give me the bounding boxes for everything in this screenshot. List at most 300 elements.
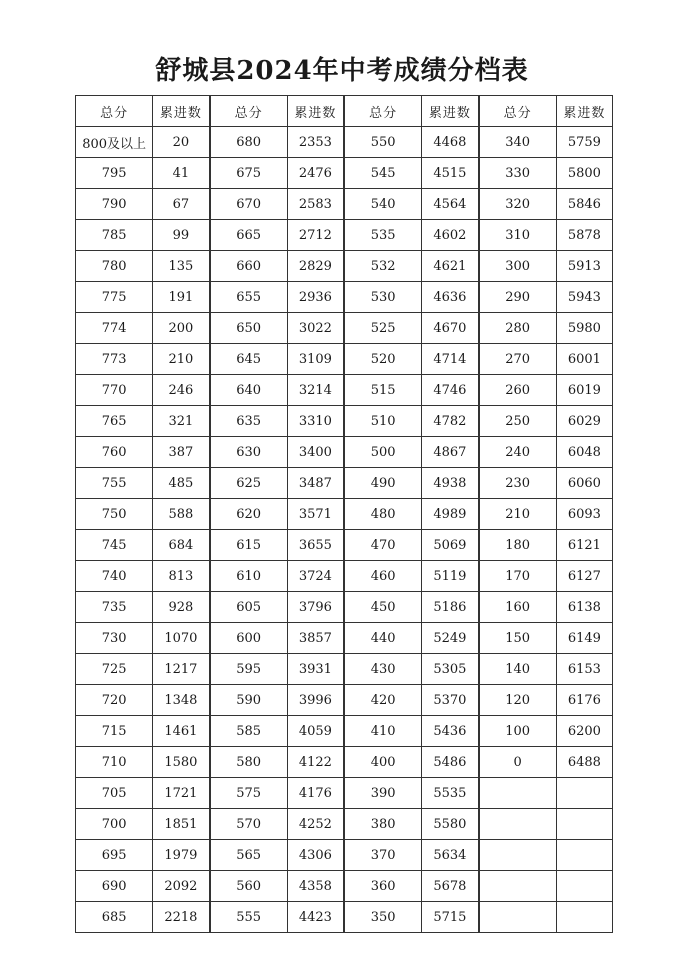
table-row [76,282,210,313]
table-row [345,158,479,189]
cumulative-cell [556,902,612,933]
score-cell: 530 [345,282,422,313]
score-cell: 240 [479,437,556,468]
score-cell: 545 [345,158,422,189]
cumulative-cell: 1851 [153,809,209,840]
table-row [479,685,613,716]
score-cell: 450 [345,592,422,623]
header-score: 总分 [76,96,153,127]
score-cell: 260 [479,375,556,406]
table-row [210,902,344,933]
cumulative-cell: 6029 [556,406,612,437]
score-cell: 655 [210,282,287,313]
cumulative-cell: 1580 [153,747,209,778]
score-cell: 755 [76,468,153,499]
score-cell: 600 [210,623,287,654]
score-cell: 750 [76,499,153,530]
table-row [345,406,479,437]
table-row [345,840,479,871]
score-cell: 785 [76,220,153,251]
score-cell: 615 [210,530,287,561]
cumulative-cell: 5486 [422,747,478,778]
cumulative-cell: 3487 [287,468,343,499]
cumulative-cell: 5186 [422,592,478,623]
table-row [345,623,479,654]
table-row [210,747,344,778]
cumulative-cell: 6149 [556,623,612,654]
table-row [345,561,479,592]
table-row [479,840,613,871]
table-row [76,220,210,251]
cumulative-cell: 6153 [556,654,612,685]
score-cell: 400 [345,747,422,778]
table-row [210,561,344,592]
score-cell: 560 [210,871,287,902]
table-row [76,561,210,592]
cumulative-cell: 2092 [153,871,209,902]
cumulative-cell: 1461 [153,716,209,747]
table-row [345,313,479,344]
cumulative-cell: 4867 [422,437,478,468]
cumulative-cell: 2353 [287,127,343,158]
score-cell: 520 [345,344,422,375]
score-cell: 745 [76,530,153,561]
table-row [479,747,613,778]
cumulative-cell: 5119 [422,561,478,592]
table-row [210,127,344,158]
table-row [210,499,344,530]
cumulative-cell: 5715 [422,902,478,933]
table-row [479,561,613,592]
table-block-2 [210,95,345,933]
cumulative-cell: 200 [153,313,209,344]
table-row [76,654,210,685]
score-cell: 550 [345,127,422,158]
score-cell: 765 [76,406,153,437]
table-row [210,437,344,468]
cumulative-cell: 4059 [287,716,343,747]
cumulative-cell: 6001 [556,344,612,375]
table-block-4 [479,95,614,933]
score-cell: 570 [210,809,287,840]
cumulative-cell: 5759 [556,127,612,158]
cumulative-cell: 67 [153,189,209,220]
cumulative-cell: 2712 [287,220,343,251]
score-cell: 280 [479,313,556,344]
score-cell: 760 [76,437,153,468]
page-title: 舒城县2024年中考成绩分档表 [155,56,529,86]
table-row [76,840,210,871]
table-row [345,592,479,623]
table-row [345,530,479,561]
table-row [210,840,344,871]
score-cell: 610 [210,561,287,592]
cumulative-cell: 6200 [556,716,612,747]
score-cell: 160 [479,592,556,623]
cumulative-cell [556,778,612,809]
table-row [76,809,210,840]
cumulative-cell: 3310 [287,406,343,437]
score-cell: 670 [210,189,287,220]
cumulative-cell: 588 [153,499,209,530]
score-cell: 645 [210,344,287,375]
score-cell: 800及以上 [76,127,153,158]
score-cell: 310 [479,220,556,251]
score-cell: 705 [76,778,153,809]
cumulative-cell [556,871,612,902]
cumulative-cell: 2829 [287,251,343,282]
cumulative-cell: 5305 [422,654,478,685]
table-row [76,189,210,220]
score-cell: 350 [345,902,422,933]
table-row [76,623,210,654]
cumulative-cell: 5980 [556,313,612,344]
score-cell: 360 [345,871,422,902]
table-block-3 [344,95,479,933]
table-row [479,623,613,654]
score-cell: 210 [479,499,556,530]
table-row [76,468,210,499]
table-row [76,375,210,406]
table-row [345,220,479,251]
cumulative-cell: 1217 [153,654,209,685]
table-row [76,685,210,716]
table-row [345,282,479,313]
table-row [76,406,210,437]
cumulative-cell: 1979 [153,840,209,871]
score-cell: 625 [210,468,287,499]
cumulative-cell: 4423 [287,902,343,933]
cumulative-cell: 4252 [287,809,343,840]
cumulative-cell: 3796 [287,592,343,623]
table-row [479,313,613,344]
score-cell: 540 [345,189,422,220]
table-row [76,313,210,344]
score-cell: 370 [345,840,422,871]
score-cell: 270 [479,344,556,375]
score-cell: 720 [76,685,153,716]
score-cell: 470 [345,530,422,561]
cumulative-cell: 5678 [422,871,478,902]
cumulative-cell: 99 [153,220,209,251]
table-header-row [210,96,344,127]
score-cell: 120 [479,685,556,716]
score-cell: 650 [210,313,287,344]
table-block-1 [75,95,210,933]
score-cell: 685 [76,902,153,933]
score-cell [479,871,556,902]
table-row [210,406,344,437]
score-cell: 725 [76,654,153,685]
cumulative-cell: 3571 [287,499,343,530]
cumulative-cell: 3022 [287,313,343,344]
table-row [345,685,479,716]
table-row [210,778,344,809]
score-cell: 460 [345,561,422,592]
cumulative-cell: 5634 [422,840,478,871]
table-row [210,189,344,220]
score-cell: 330 [479,158,556,189]
table-row [76,592,210,623]
cumulative-cell: 5436 [422,716,478,747]
score-cell: 773 [76,344,153,375]
cumulative-cell: 3400 [287,437,343,468]
table-header-row [345,96,479,127]
cumulative-cell: 485 [153,468,209,499]
table-row [210,220,344,251]
cumulative-cell: 684 [153,530,209,561]
score-cell: 770 [76,375,153,406]
table-row [76,871,210,902]
score-cell: 575 [210,778,287,809]
header-score: 总分 [479,96,556,127]
score-cell: 420 [345,685,422,716]
table-row [76,902,210,933]
cumulative-cell: 4670 [422,313,478,344]
table-row [345,437,479,468]
table-row [479,344,613,375]
score-cell: 430 [345,654,422,685]
table-row [76,747,210,778]
cumulative-cell: 4468 [422,127,478,158]
score-cell: 790 [76,189,153,220]
score-cell: 565 [210,840,287,871]
cumulative-cell: 4782 [422,406,478,437]
score-cell: 680 [210,127,287,158]
cumulative-cell: 3655 [287,530,343,561]
cumulative-cell: 191 [153,282,209,313]
table-row [76,437,210,468]
score-cell: 532 [345,251,422,282]
table-row [76,778,210,809]
table-row [210,251,344,282]
cumulative-cell: 4938 [422,468,478,499]
cumulative-cell: 2936 [287,282,343,313]
cumulative-cell: 4515 [422,158,478,189]
score-cell: 675 [210,158,287,189]
cumulative-cell: 3214 [287,375,343,406]
table-row [345,747,479,778]
table-row [345,499,479,530]
cumulative-cell: 1348 [153,685,209,716]
score-cell: 715 [76,716,153,747]
table-row [76,716,210,747]
cumulative-cell: 3724 [287,561,343,592]
score-cell: 0 [479,747,556,778]
cumulative-cell [556,840,612,871]
table-row [479,654,613,685]
table-row [479,592,613,623]
score-cell: 525 [345,313,422,344]
table-row [210,623,344,654]
cumulative-cell: 4621 [422,251,478,282]
table-row [479,437,613,468]
table-row [210,344,344,375]
table-row [210,685,344,716]
cumulative-cell: 4358 [287,871,343,902]
table-row [210,809,344,840]
score-cell [479,809,556,840]
table-row [479,220,613,251]
table-row [345,902,479,933]
cumulative-cell: 6093 [556,499,612,530]
score-cell: 774 [76,313,153,344]
score-cell: 695 [76,840,153,871]
cumulative-cell: 6048 [556,437,612,468]
table-row [479,468,613,499]
cumulative-cell: 5249 [422,623,478,654]
score-cell: 290 [479,282,556,313]
header-cumulative: 累进数 [287,96,343,127]
score-cell: 690 [76,871,153,902]
cumulative-cell: 6019 [556,375,612,406]
score-cell: 795 [76,158,153,189]
table-row [210,158,344,189]
cumulative-cell: 210 [153,344,209,375]
cumulative-cell: 2218 [153,902,209,933]
score-cell: 510 [345,406,422,437]
table-row [479,871,613,902]
cumulative-cell: 5580 [422,809,478,840]
cumulative-cell: 6176 [556,685,612,716]
table-row [345,189,479,220]
header-cumulative: 累进数 [153,96,209,127]
cumulative-cell: 5800 [556,158,612,189]
score-cell: 300 [479,251,556,282]
cumulative-cell: 4176 [287,778,343,809]
score-cell: 555 [210,902,287,933]
score-cell: 635 [210,406,287,437]
header-score: 总分 [345,96,422,127]
table-row [76,127,210,158]
cumulative-cell: 1721 [153,778,209,809]
table-header-row [479,96,613,127]
cumulative-cell: 387 [153,437,209,468]
table-row [479,375,613,406]
cumulative-cell: 5370 [422,685,478,716]
table-row [76,158,210,189]
score-cell [479,778,556,809]
table-row [345,251,479,282]
score-cell: 320 [479,189,556,220]
cumulative-cell: 20 [153,127,209,158]
table-row [345,778,479,809]
cumulative-cell: 5878 [556,220,612,251]
score-cell: 150 [479,623,556,654]
table-row [479,809,613,840]
table-row [76,344,210,375]
table-row [210,716,344,747]
table-row [479,716,613,747]
table-row [210,530,344,561]
cumulative-cell: 6138 [556,592,612,623]
score-cell: 440 [345,623,422,654]
score-cell: 140 [479,654,556,685]
table-row [479,189,613,220]
score-cell: 380 [345,809,422,840]
cumulative-cell: 1070 [153,623,209,654]
cumulative-cell: 6488 [556,747,612,778]
cumulative-cell: 4306 [287,840,343,871]
cumulative-cell: 2476 [287,158,343,189]
score-cell: 775 [76,282,153,313]
table-row [210,282,344,313]
cumulative-cell: 4564 [422,189,478,220]
score-cell: 660 [210,251,287,282]
table-row [210,654,344,685]
table-row [76,530,210,561]
score-cell: 580 [210,747,287,778]
cumulative-cell: 5069 [422,530,478,561]
table-row [210,375,344,406]
cumulative-cell: 321 [153,406,209,437]
score-cell: 515 [345,375,422,406]
score-cell: 665 [210,220,287,251]
cumulative-cell: 5943 [556,282,612,313]
score-cell [479,840,556,871]
table-row [210,592,344,623]
table-row [210,313,344,344]
cumulative-cell: 3931 [287,654,343,685]
score-cell: 230 [479,468,556,499]
score-cell: 410 [345,716,422,747]
score-cell: 180 [479,530,556,561]
table-row [479,251,613,282]
cumulative-cell: 5846 [556,189,612,220]
table-row [345,468,479,499]
cumulative-cell: 41 [153,158,209,189]
cumulative-cell [556,809,612,840]
score-cell: 535 [345,220,422,251]
table-header-row [76,96,210,127]
table-row [76,499,210,530]
table-row [345,809,479,840]
cumulative-cell: 6121 [556,530,612,561]
score-cell: 740 [76,561,153,592]
score-cell: 585 [210,716,287,747]
score-cell: 730 [76,623,153,654]
score-cell [479,902,556,933]
cumulative-cell: 5913 [556,251,612,282]
table-row [479,127,613,158]
score-cell: 170 [479,561,556,592]
header-cumulative: 累进数 [422,96,478,127]
cumulative-cell: 4602 [422,220,478,251]
score-cell: 640 [210,375,287,406]
table-row [345,716,479,747]
cumulative-cell: 3857 [287,623,343,654]
table-row [210,871,344,902]
score-cell: 100 [479,716,556,747]
table-row [479,499,613,530]
table-row [76,251,210,282]
cumulative-cell: 813 [153,561,209,592]
table-row [345,654,479,685]
table-row [479,282,613,313]
cumulative-cell: 246 [153,375,209,406]
cumulative-cell: 3996 [287,685,343,716]
cumulative-cell: 4636 [422,282,478,313]
table-row [479,530,613,561]
cumulative-cell: 135 [153,251,209,282]
table-row [210,468,344,499]
table-row [345,127,479,158]
table-row [345,344,479,375]
header-cumulative: 累进数 [556,96,612,127]
score-cell: 780 [76,251,153,282]
score-cell: 630 [210,437,287,468]
cumulative-cell: 4989 [422,499,478,530]
